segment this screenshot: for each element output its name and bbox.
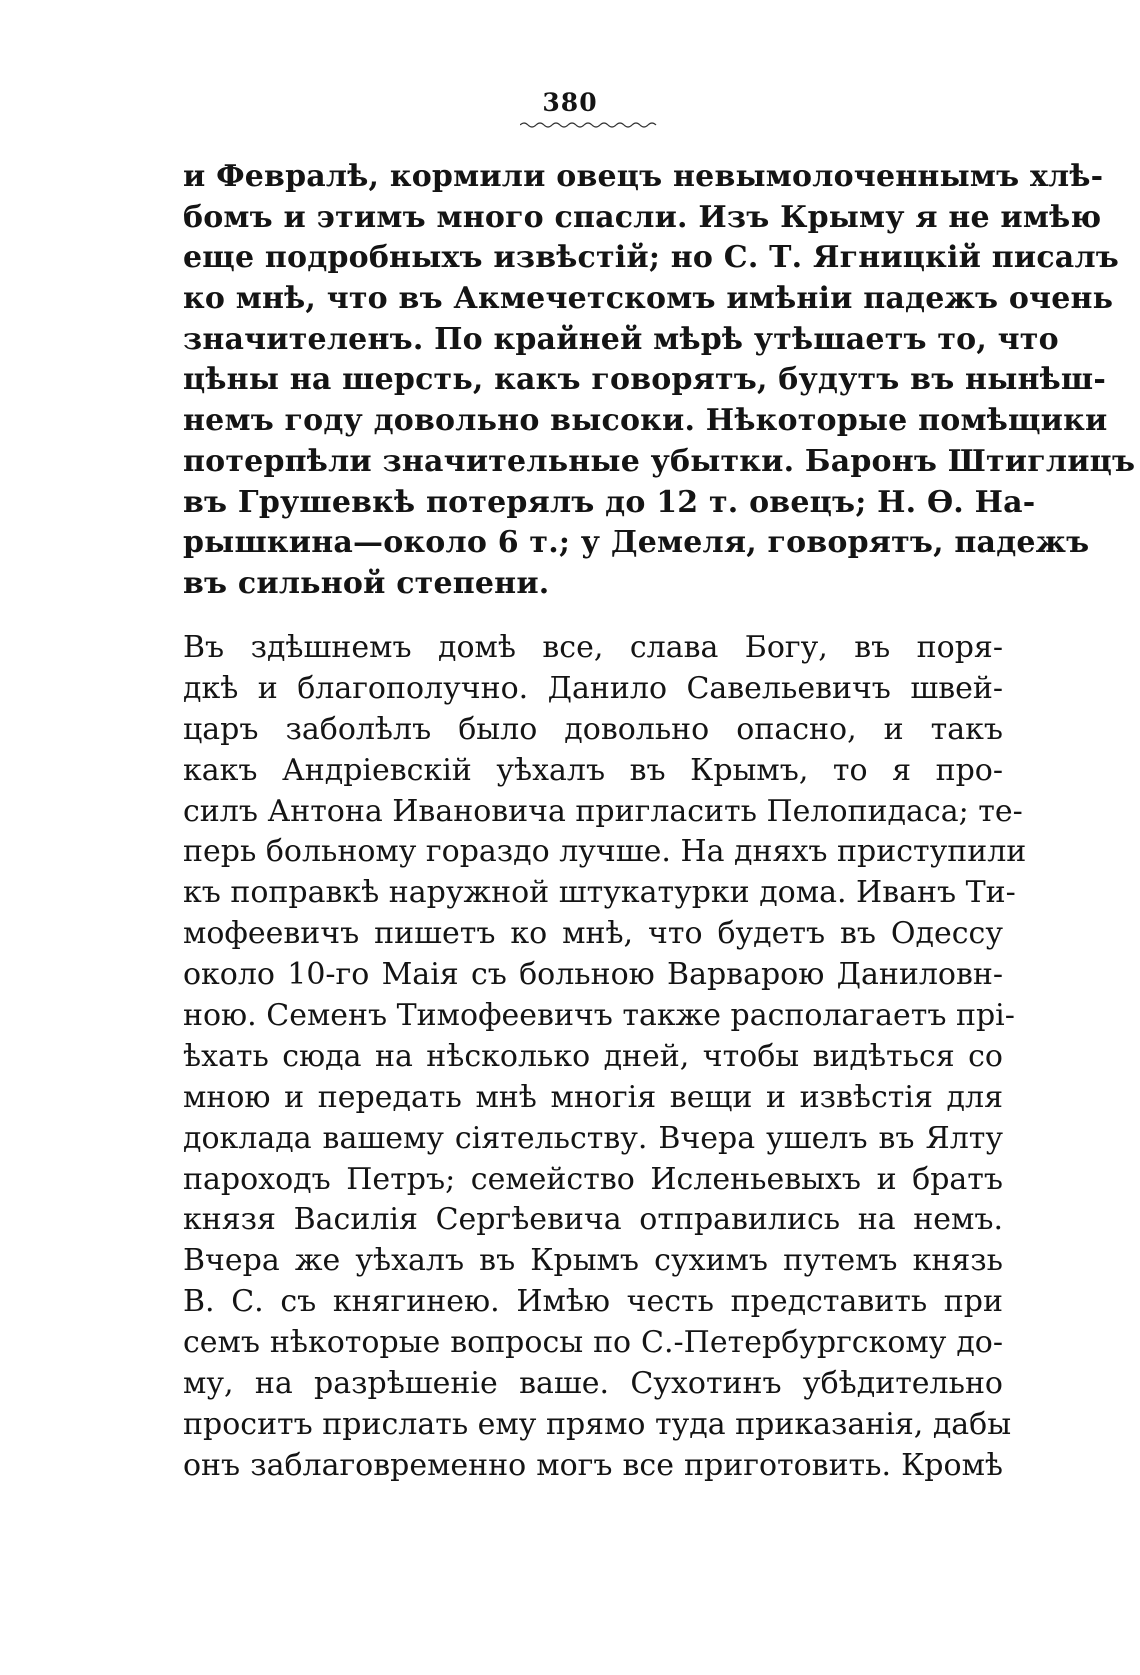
text-line: бомъ и этимъ много спасли. Изъ Крыму я не имѣю — [183, 199, 1102, 235]
text-line: пароходъ Петръ; семейство Исленьевыхъ и братъ — [183, 1161, 1003, 1197]
page-number: 380 — [542, 88, 598, 117]
text-line: около 10-го Маія съ больною Варварою Даниловн- — [183, 957, 1003, 993]
text-line: мною и передать мнѣ многія вещи и извѣстія для — [183, 1079, 1003, 1115]
text-line: Въ здѣшнемъ домѣ все, слава Богу, въ поря- — [183, 630, 1003, 665]
text-line: силъ Антона Ивановича пригласить Пелопидаса; те- — [183, 793, 1023, 829]
text-line: му, на разрѣшеніе ваше. Сухотинъ убѣдительно — [183, 1366, 1003, 1402]
text-line: въ сильной степени. — [183, 565, 550, 601]
text-line: В. С. съ княгинею. Имѣю честь представить при — [183, 1284, 1003, 1320]
text-line: въ Грушевкѣ потерялъ до 12 т. овецъ; Н. Ө. На- — [183, 484, 1036, 520]
text-line: цѣны на шерсть, какъ говорятъ, будутъ въ нынѣш- — [183, 362, 1107, 398]
wavy-rule-ornament — [520, 120, 660, 130]
text-line: ѣхать сюда на нѣсколько дней, чтобы видѣться со — [183, 1038, 1003, 1074]
text-line: какъ Андріевскій уѣхалъ въ Крымъ, то я про- — [183, 752, 1003, 788]
paragraph-1 — [183, 157, 1136, 605]
text-line: князя Василія Сергѣевича отправились на немъ. — [183, 1202, 1003, 1238]
text-line: значителенъ. По крайней мѣрѣ утѣшаетъ то, что — [183, 321, 1059, 357]
text-line: мофеевичъ пишетъ ко мнѣ, что будетъ въ Одессу — [183, 916, 1003, 952]
text-line: рышкина—около 6 т.; у Демеля, говорятъ, падежъ — [183, 525, 1090, 561]
text-line: ко мнѣ, что въ Акмечетскомъ имѣніи падежъ очень — [183, 281, 1114, 317]
text-line: Вчера же уѣхалъ въ Крымъ сухимъ путемъ князь — [183, 1243, 1003, 1279]
text-line: царъ заболѣлъ было довольно опасно, и такъ — [183, 711, 1003, 747]
paragraph-2 — [183, 628, 1027, 1487]
text-line: потерпѣли значительные убытки. Баронъ Штиглицъ — [183, 443, 1136, 479]
text-line: еще подробныхъ извѣстій; но С. Т. Ягницкій писалъ — [183, 240, 1120, 276]
text-line: дкѣ и благополучно. Данило Савельевичъ швей- — [183, 670, 1003, 706]
text-line: перь больному гораздо лучше. На дняхъ приступили — [183, 834, 1027, 870]
text-line: проситъ прислать ему прямо туда приказанія, дабы — [183, 1406, 1012, 1442]
text-line: онъ заблаговременно могъ все приготовить. Кромѣ — [183, 1447, 1003, 1483]
text-line: немъ году довольно высоки. Нѣкоторые помѣщики — [183, 403, 1108, 439]
text-line: къ поправкѣ наружной штукатурки дома. Иванъ Ти- — [183, 875, 1016, 911]
text-line: доклада вашему сіятельству. Вчера ушелъ въ Ялту — [183, 1120, 1003, 1156]
text-line: ною. Семенъ Тимофеевичъ также располагаетъ прі- — [183, 998, 1015, 1034]
text-line: семъ нѣкоторые вопросы по С.-Петербургскому до- — [183, 1325, 1003, 1361]
text-line: и Февралѣ, кормили овецъ невымолоченнымъ хлѣ- — [183, 159, 1104, 194]
